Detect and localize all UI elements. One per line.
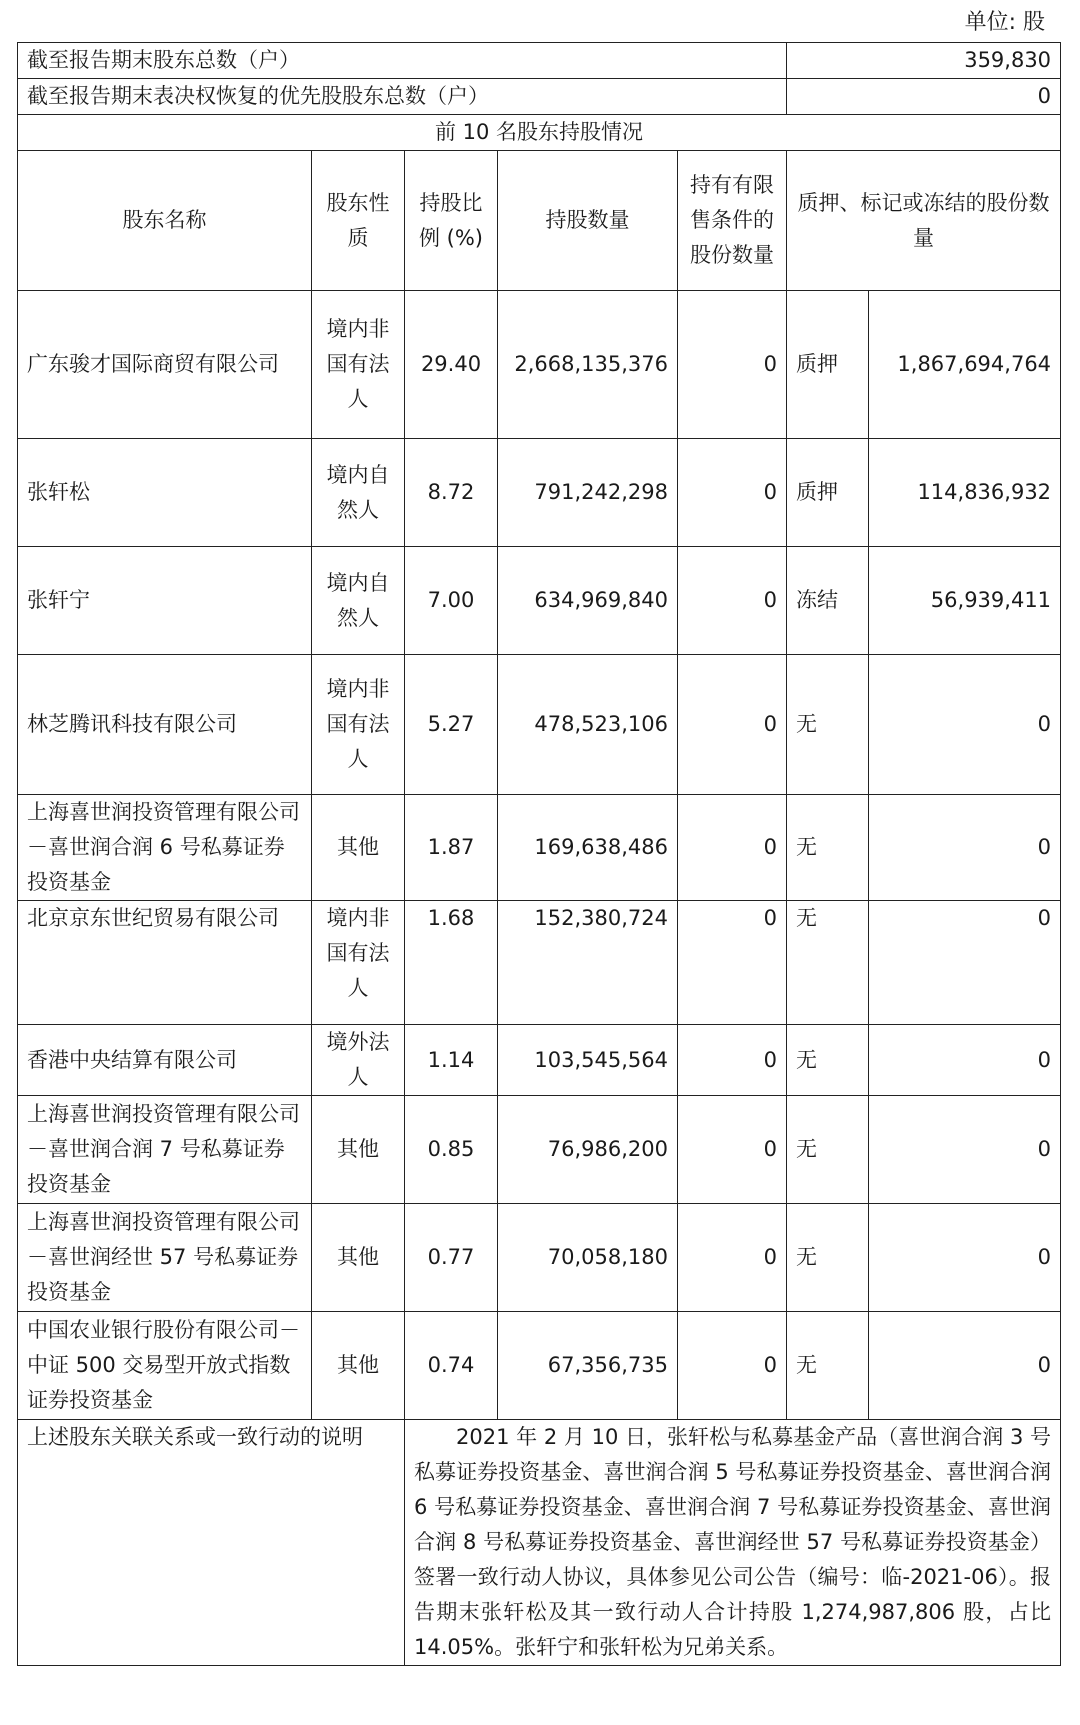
share-quantity: 67,356,735 [498, 1312, 678, 1420]
pledge-status: 无 [787, 901, 869, 1025]
shareholding-ratio: 8.72 [405, 439, 498, 547]
share-quantity: 169,638,486 [498, 795, 678, 901]
header-restricted: 持有有限售条件的股份数量 [678, 151, 787, 291]
pledge-status: 无 [787, 655, 869, 795]
pledged-shares: 0 [869, 655, 1061, 795]
shareholding-ratio: 5.27 [405, 655, 498, 795]
shareholding-ratio: 1.87 [405, 795, 498, 901]
restricted-shares: 0 [678, 1312, 787, 1420]
table-row [18, 795, 1061, 901]
pledged-shares: 0 [869, 1025, 1061, 1096]
header-name: 股东名称 [18, 151, 312, 291]
shareholder-nature: 其他 [312, 1096, 405, 1204]
pledged-shares: 0 [869, 795, 1061, 901]
table-row [18, 1096, 1061, 1204]
share-quantity: 70,058,180 [498, 1204, 678, 1312]
pledge-status: 无 [787, 1312, 869, 1420]
table-row [18, 1204, 1061, 1312]
pledge-status: 质押 [787, 291, 869, 439]
restricted-shares: 0 [678, 655, 787, 795]
table-row [18, 547, 1061, 655]
restricted-shares: 0 [678, 1096, 787, 1204]
shareholding-ratio: 0.77 [405, 1204, 498, 1312]
restricted-shares: 0 [678, 795, 787, 901]
share-quantity: 152,380,724 [498, 901, 678, 1025]
table-row [18, 1312, 1061, 1420]
shareholder-name: 上海喜世润投资管理有限公司－喜世润合润 6 号私募证券投资基金 [18, 795, 312, 901]
table-row [18, 439, 1061, 547]
shareholder-name: 林芝腾讯科技有限公司 [18, 655, 312, 795]
table-row [18, 901, 1061, 1025]
restricted-shares: 0 [678, 291, 787, 439]
pledged-shares: 56,939,411 [869, 547, 1061, 655]
share-quantity: 478,523,106 [498, 655, 678, 795]
pledge-status: 无 [787, 1204, 869, 1312]
shareholder-nature: 其他 [312, 1204, 405, 1312]
total-holders-label: 截至报告期末股东总数（户） [18, 43, 787, 79]
share-quantity: 2,668,135,376 [498, 291, 678, 439]
shareholding-ratio: 1.68 [405, 901, 498, 1025]
restricted-shares: 0 [678, 1204, 787, 1312]
summary-row-pref [18, 79, 1061, 115]
pref-holders-label: 截至报告期末表决权恢复的优先股股东总数（户） [18, 79, 787, 115]
shareholder-name: 香港中央结算有限公司 [18, 1025, 312, 1096]
share-quantity: 791,242,298 [498, 439, 678, 547]
shareholder-nature: 境内非国有法人 [312, 655, 405, 795]
shareholder-name: 广东骏才国际商贸有限公司 [18, 291, 312, 439]
pledged-shares: 114,836,932 [869, 439, 1061, 547]
restricted-shares: 0 [678, 1025, 787, 1096]
restricted-shares: 0 [678, 439, 787, 547]
total-holders-value: 359,830 [787, 43, 1061, 79]
pledged-shares: 0 [869, 1204, 1061, 1312]
pref-holders-value: 0 [787, 79, 1061, 115]
relation-row [18, 1420, 1061, 1666]
restricted-shares: 0 [678, 901, 787, 1025]
table-row [18, 655, 1061, 795]
unit-label: 单位: 股 [964, 10, 1045, 35]
header-ratio: 持股比例 (%) [405, 151, 498, 291]
shareholder-name: 中国农业银行股份有限公司－中证 500 交易型开放式指数证券投资基金 [18, 1312, 312, 1420]
shareholder-nature: 境内自然人 [312, 547, 405, 655]
summary-row-total [18, 43, 1061, 79]
table-row [18, 1025, 1061, 1096]
restricted-shares: 0 [678, 547, 787, 655]
relation-text: 2021 年 2 月 10 日，张轩松与私募基金产品（喜世润合润 3 号私募证券投资基金、喜世润合润 5 号私募证券投资基金、喜世润合润 6 号私募证券投资基金、喜世润合润 7 号私募证券投资基金、喜世润合润 8 号私募证券投资基金、喜世润经世 57 号私募证券投资基金）签署一致行动人协议，具体参见公司公告（编号：临-2021-06）。报告期末张轩松及其一致行动人合计持股 1,274,987,806 股，占比 14.05%。张轩宁和张轩松为兄弟关系。 [405, 1420, 1061, 1666]
pledged-shares: 0 [869, 1096, 1061, 1204]
shareholder-name: 上海喜世润投资管理有限公司－喜世润经世 57 号私募证券投资基金 [18, 1204, 312, 1312]
share-quantity: 76,986,200 [498, 1096, 678, 1204]
relation-label: 上述股东关联关系或一致行动的说明 [18, 1420, 405, 1666]
pledged-shares: 0 [869, 901, 1061, 1025]
pledge-status: 无 [787, 795, 869, 901]
pledge-status: 冻结 [787, 547, 869, 655]
shareholder-name: 张轩宁 [18, 547, 312, 655]
pledge-status: 无 [787, 1096, 869, 1204]
table-body [18, 43, 1061, 1666]
shareholding-ratio: 7.00 [405, 547, 498, 655]
shareholder-name: 北京京东世纪贸易有限公司 [18, 901, 312, 1025]
shareholding-ratio: 1.14 [405, 1025, 498, 1096]
shareholder-table [17, 42, 1061, 1666]
header-row [18, 151, 1061, 291]
pledge-status: 无 [787, 1025, 869, 1096]
shareholder-nature: 境内自然人 [312, 439, 405, 547]
pledge-status: 质押 [787, 439, 869, 547]
shareholder-name: 张轩松 [18, 439, 312, 547]
shareholder-nature: 其他 [312, 1312, 405, 1420]
section-title-row [18, 115, 1061, 151]
shareholder-name: 上海喜世润投资管理有限公司－喜世润合润 7 号私募证券投资基金 [18, 1096, 312, 1204]
share-quantity: 103,545,564 [498, 1025, 678, 1096]
shareholder-nature: 境内非国有法人 [312, 291, 405, 439]
shareholder-nature: 境内非国有法人 [312, 901, 405, 1025]
shareholding-ratio: 0.74 [405, 1312, 498, 1420]
shareholder-nature: 其他 [312, 795, 405, 901]
header-nature: 股东性质 [312, 151, 405, 291]
table-row [18, 291, 1061, 439]
section-title: 前 10 名股东持股情况 [18, 115, 1061, 151]
pledged-shares: 1,867,694,764 [869, 291, 1061, 439]
header-pledged: 质押、标记或冻结的股份数量 [787, 151, 1061, 291]
header-quantity: 持股数量 [498, 151, 678, 291]
shareholding-ratio: 29.40 [405, 291, 498, 439]
shareholder-nature: 境外法人 [312, 1025, 405, 1096]
share-quantity: 634,969,840 [498, 547, 678, 655]
pledged-shares: 0 [869, 1312, 1061, 1420]
shareholding-ratio: 0.85 [405, 1096, 498, 1204]
